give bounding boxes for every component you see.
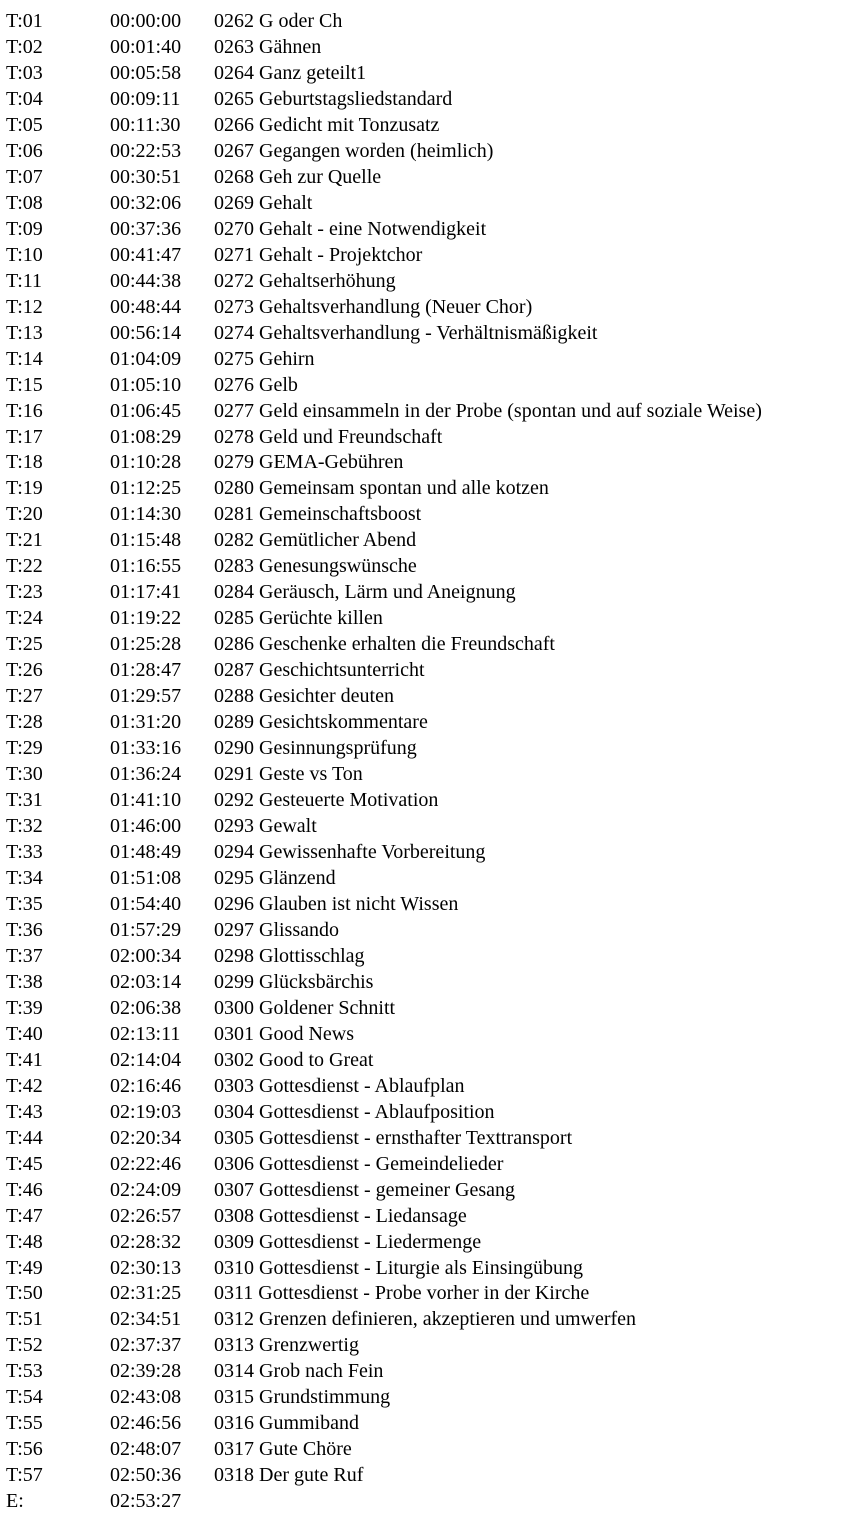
track-number: T:42	[6, 1074, 43, 1097]
track-row	[6, 1021, 852, 1047]
track-timestamp: 02:50:36	[110, 1464, 182, 1487]
track-timestamp: 01:05:10	[110, 373, 182, 396]
track-row	[6, 398, 852, 424]
track-number: T:19	[6, 477, 43, 500]
track-row	[6, 943, 852, 969]
track-timestamp: 02:53:27	[110, 1490, 182, 1513]
track-timestamp: 00:44:38	[110, 269, 182, 292]
track-number: T:43	[6, 1100, 43, 1123]
track-row	[6, 917, 852, 943]
track-timestamp: 01:12:25	[110, 477, 182, 500]
track-timestamp: 00:32:06	[110, 191, 182, 214]
track-row	[6, 190, 852, 216]
track-timestamp: 02:06:38	[110, 996, 182, 1019]
track-timestamp: 00:09:11	[110, 87, 181, 110]
track-title: 0278 Geld und Freundschaft	[214, 425, 443, 448]
track-row	[6, 1073, 852, 1099]
track-title: 0264 Ganz geteilt1	[214, 61, 367, 84]
track-title: 0282 Gemütlicher Abend	[214, 529, 417, 552]
track-timestamp: 02:30:13	[110, 1256, 182, 1279]
track-timestamp: 01:33:16	[110, 737, 182, 760]
track-number: T:34	[6, 866, 43, 889]
track-title: 0299 Glücksbärchis	[214, 970, 374, 993]
track-title: 0309 Gottesdienst - Liedermenge	[214, 1230, 482, 1253]
track-number: T:08	[6, 191, 43, 214]
track-timestamp: 02:28:32	[110, 1230, 182, 1253]
track-title: 0286 Geschenke erhalten die Freundschaft	[214, 633, 555, 656]
track-row	[6, 475, 852, 501]
track-row	[6, 1410, 852, 1436]
track-row	[6, 1462, 852, 1488]
track-row	[6, 320, 852, 346]
track-number: T:36	[6, 918, 43, 941]
track-timestamp: 02:00:34	[110, 944, 182, 967]
track-number: T:56	[6, 1438, 43, 1461]
track-row	[6, 8, 852, 34]
track-title: 0296 Glauben ist nicht Wissen	[214, 892, 459, 915]
track-number: T:18	[6, 451, 43, 474]
track-title: 0269 Gehalt	[214, 191, 313, 214]
track-timestamp: 01:04:09	[110, 347, 182, 370]
track-row	[6, 1099, 852, 1125]
track-timestamp: 00:00:00	[110, 10, 182, 32]
track-title: 0277 Geld einsammeln in der Probe (spontan und auf soziale Weise)	[214, 399, 762, 422]
track-row	[6, 605, 852, 631]
track-number: T:01	[6, 10, 43, 32]
track-row	[6, 865, 852, 891]
track-row	[6, 268, 852, 294]
track-timestamp: 01:54:40	[110, 892, 182, 915]
track-timestamp: 00:56:14	[110, 321, 182, 344]
track-number: T:09	[6, 217, 43, 240]
track-timestamp: 01:29:57	[110, 685, 182, 708]
track-row	[6, 1332, 852, 1358]
track-timestamp: 00:22:53	[110, 139, 182, 162]
track-row	[6, 346, 852, 372]
track-timestamp: 00:48:44	[110, 295, 182, 318]
track-title: 0272 Gehaltserhöhung	[214, 269, 396, 292]
track-number: T:46	[6, 1178, 43, 1201]
track-row	[6, 449, 852, 475]
track-row	[6, 553, 852, 579]
track-number: T:45	[6, 1152, 43, 1175]
track-number: T:05	[6, 113, 43, 136]
track-title: 0312 Grenzen definieren, akzeptieren und umwerfen	[214, 1308, 637, 1331]
track-timestamp: 02:46:56	[110, 1412, 182, 1435]
track-number: T:39	[6, 996, 43, 1019]
track-number: T:50	[6, 1282, 43, 1305]
track-title: 0273 Gehaltsverhandlung (Neuer Chor)	[214, 295, 533, 318]
track-row	[6, 34, 852, 60]
track-row	[6, 1047, 852, 1073]
track-timestamp: 02:26:57	[110, 1204, 182, 1227]
track-row	[6, 839, 852, 865]
track-timestamp: 02:48:07	[110, 1438, 182, 1461]
track-number: T:52	[6, 1334, 43, 1357]
track-title: 0314 Grob nach Fein	[214, 1360, 384, 1383]
track-number: T:23	[6, 581, 43, 604]
track-title: 0276 Gelb	[214, 373, 298, 396]
track-title: 0288 Gesichter deuten	[214, 685, 394, 708]
track-timestamp: 01:25:28	[110, 633, 182, 656]
track-number: T:12	[6, 295, 43, 318]
track-row	[6, 1255, 852, 1281]
track-timestamp: 02:16:46	[110, 1074, 182, 1097]
track-title: 0310 Gottesdienst - Liturgie als Einsingübung	[214, 1256, 584, 1279]
track-title: 0303 Gottesdienst - Ablaufplan	[214, 1074, 465, 1097]
track-title: 0285 Gerüchte killen	[214, 607, 383, 630]
track-title: 0279 GEMA-Gebühren	[214, 451, 404, 474]
track-timestamp: 00:41:47	[110, 243, 182, 266]
track-title: 0262 G oder Ch	[214, 10, 343, 32]
track-title: 0290 Gesinnungsprüfung	[214, 737, 417, 760]
track-row	[6, 294, 852, 320]
track-number: T:55	[6, 1412, 43, 1435]
track-timestamp: 01:28:47	[110, 659, 182, 682]
track-row	[6, 242, 852, 268]
track-row	[6, 787, 852, 813]
track-row	[6, 969, 852, 995]
track-number: T:53	[6, 1360, 43, 1383]
track-number: T:47	[6, 1204, 43, 1227]
track-timestamp: 01:19:22	[110, 607, 182, 630]
track-number: T:10	[6, 243, 43, 266]
track-row	[6, 372, 852, 398]
track-row	[6, 1306, 852, 1332]
track-title: 0313 Grenzwertig	[214, 1334, 359, 1357]
track-row	[6, 995, 852, 1021]
track-row	[6, 1280, 852, 1306]
track-row	[6, 1436, 852, 1462]
track-title: 0265 Geburtstagsliedstandard	[214, 87, 453, 110]
track-timestamp: 01:51:08	[110, 866, 182, 889]
track-number: T:37	[6, 944, 43, 967]
track-number: T:15	[6, 373, 43, 396]
track-timestamp: 01:41:10	[110, 789, 182, 812]
track-row	[6, 1125, 852, 1151]
track-row	[6, 138, 852, 164]
track-row	[6, 683, 852, 709]
track-number: T:35	[6, 892, 43, 915]
track-title: 0291 Geste vs Ton	[214, 763, 363, 786]
track-title: 0317 Gute Chöre	[214, 1438, 352, 1461]
track-title: 0266 Gedicht mit Tonzusatz	[214, 113, 440, 136]
track-number: T:13	[6, 321, 43, 344]
track-timestamp: 00:30:51	[110, 165, 182, 188]
track-number: T:20	[6, 503, 43, 526]
track-timestamp: 01:15:48	[110, 529, 182, 552]
track-row	[6, 631, 852, 657]
track-number: T:33	[6, 841, 43, 863]
track-timestamp: 00:01:40	[110, 35, 182, 58]
track-timestamp: 00:11:30	[110, 113, 181, 136]
track-title: 0305 Gottesdienst - ernsthafter Texttransport	[214, 1126, 573, 1149]
track-number: T:48	[6, 1230, 43, 1253]
track-row	[6, 527, 852, 553]
track-number: E:	[6, 1490, 24, 1513]
end-row	[6, 1488, 852, 1514]
track-list	[6, 8, 852, 1514]
track-row	[6, 216, 852, 242]
track-row	[6, 579, 852, 605]
track-timestamp: 00:05:58	[110, 61, 182, 84]
track-title: 0315 Grundstimmung	[214, 1386, 391, 1409]
track-number: T:30	[6, 763, 43, 786]
track-number: T:29	[6, 737, 43, 760]
track-timestamp: 02:39:28	[110, 1360, 182, 1383]
track-timestamp: 02:13:11	[110, 1022, 181, 1045]
track-timestamp: 02:14:04	[110, 1048, 182, 1071]
track-number: T:16	[6, 399, 43, 422]
track-number: T:06	[6, 139, 43, 162]
track-timestamp: 02:19:03	[110, 1100, 182, 1123]
track-title: 0284 Geräusch, Lärm und Aneignung	[214, 581, 516, 604]
track-title: 0304 Gottesdienst - Ablaufposition	[214, 1100, 495, 1123]
track-number: T:03	[6, 61, 43, 84]
track-title: 0274 Gehaltsverhandlung - Verhältnismäßigkeit	[214, 321, 598, 344]
track-timestamp: 02:24:09	[110, 1178, 182, 1201]
track-row	[6, 164, 852, 190]
track-title: 0287 Geschichtsunterricht	[214, 659, 425, 682]
track-row	[6, 813, 852, 839]
track-row	[6, 1358, 852, 1384]
track-number: T:51	[6, 1308, 43, 1331]
track-timestamp: 01:08:29	[110, 425, 182, 448]
track-title: 0271 Gehalt - Projektchor	[214, 243, 423, 266]
track-title: 0302 Good to Great	[214, 1048, 374, 1071]
track-timestamp: 01:17:41	[110, 581, 182, 604]
track-row	[6, 424, 852, 450]
track-number: T:44	[6, 1126, 43, 1149]
track-timestamp: 00:37:36	[110, 217, 182, 240]
track-number: T:21	[6, 529, 43, 552]
track-row	[6, 1177, 852, 1203]
track-title: 0300 Goldener Schnitt	[214, 996, 396, 1019]
track-row	[6, 86, 852, 112]
track-row	[6, 761, 852, 787]
track-timestamp: 02:34:51	[110, 1308, 182, 1331]
track-title: 0316 Gummiband	[214, 1412, 359, 1435]
track-number: T:14	[6, 347, 43, 370]
track-title: 0281 Gemeinschaftsboost	[214, 503, 422, 526]
track-number: T:41	[6, 1048, 43, 1071]
track-title: 0311 Gottesdienst - Probe vorher in der Kirche	[214, 1282, 590, 1305]
track-title: 0268 Geh zur Quelle	[214, 165, 382, 188]
track-row	[6, 1229, 852, 1255]
track-timestamp: 01:14:30	[110, 503, 182, 526]
track-number: T:49	[6, 1256, 43, 1279]
track-title: 0294 Gewissenhafte Vorbereitung	[214, 841, 486, 863]
track-number: T:54	[6, 1386, 43, 1409]
track-title: 0275 Gehirn	[214, 347, 315, 370]
track-number: T:28	[6, 711, 43, 734]
track-timestamp: 01:16:55	[110, 555, 182, 578]
track-number: T:26	[6, 659, 43, 682]
track-title: 0295 Glänzend	[214, 866, 336, 889]
track-number: T:17	[6, 425, 43, 448]
track-row	[6, 501, 852, 527]
track-timestamp: 02:03:14	[110, 970, 182, 993]
track-title: 0289 Gesichtskommentare	[214, 711, 428, 734]
track-number: T:02	[6, 35, 43, 58]
track-number: T:25	[6, 633, 43, 656]
track-number: T:40	[6, 1022, 43, 1045]
track-timestamp: 01:06:45	[110, 399, 182, 422]
track-row	[6, 709, 852, 735]
track-title: 0306 Gottesdienst - Gemeindelieder	[214, 1152, 504, 1175]
track-title: 0297 Glissando	[214, 918, 339, 941]
track-row	[6, 60, 852, 86]
track-title: 0267 Gegangen worden (heimlich)	[214, 139, 494, 162]
track-number: T:57	[6, 1464, 43, 1487]
track-row	[6, 735, 852, 761]
track-timestamp: 01:48:49	[110, 841, 182, 863]
track-number: T:31	[6, 789, 43, 812]
track-number: T:04	[6, 87, 43, 110]
track-title: 0263 Gähnen	[214, 35, 322, 58]
track-title: 0292 Gesteuerte Motivation	[214, 789, 439, 812]
track-number: T:22	[6, 555, 43, 578]
track-title: 0307 Gottesdienst - gemeiner Gesang	[214, 1178, 516, 1201]
track-title: 0308 Gottesdienst - Liedansage	[214, 1204, 467, 1227]
track-number: T:11	[6, 269, 43, 292]
track-number: T:27	[6, 685, 43, 708]
track-timestamp: 02:20:34	[110, 1126, 182, 1149]
track-row	[6, 1203, 852, 1229]
track-timestamp: 02:43:08	[110, 1386, 182, 1409]
track-title: 0270 Gehalt - eine Notwendigkeit	[214, 217, 487, 240]
track-title: 0283 Genesungswünsche	[214, 555, 417, 578]
track-row	[6, 891, 852, 917]
track-timestamp: 01:57:29	[110, 918, 182, 941]
track-title: 0301 Good News	[214, 1022, 354, 1045]
track-timestamp: 01:31:20	[110, 711, 182, 734]
track-timestamp: 01:46:00	[110, 815, 182, 838]
track-number: T:32	[6, 815, 43, 838]
track-title: 0293 Gewalt	[214, 815, 317, 838]
track-timestamp: 02:37:37	[110, 1334, 182, 1357]
track-title: 0280 Gemeinsam spontan und alle kotzen	[214, 477, 549, 500]
track-title: 0298 Glottisschlag	[214, 944, 365, 967]
track-row	[6, 112, 852, 138]
track-timestamp: 02:31:25	[110, 1282, 182, 1305]
track-row	[6, 1151, 852, 1177]
track-title: 0318 Der gute Ruf	[214, 1464, 364, 1487]
track-number: T:38	[6, 970, 43, 993]
track-timestamp: 02:22:46	[110, 1152, 182, 1175]
track-number: T:24	[6, 607, 43, 630]
track-timestamp: 01:36:24	[110, 763, 182, 786]
track-number: T:07	[6, 165, 43, 188]
track-row	[6, 657, 852, 683]
track-timestamp: 01:10:28	[110, 451, 182, 474]
track-row	[6, 1384, 852, 1410]
